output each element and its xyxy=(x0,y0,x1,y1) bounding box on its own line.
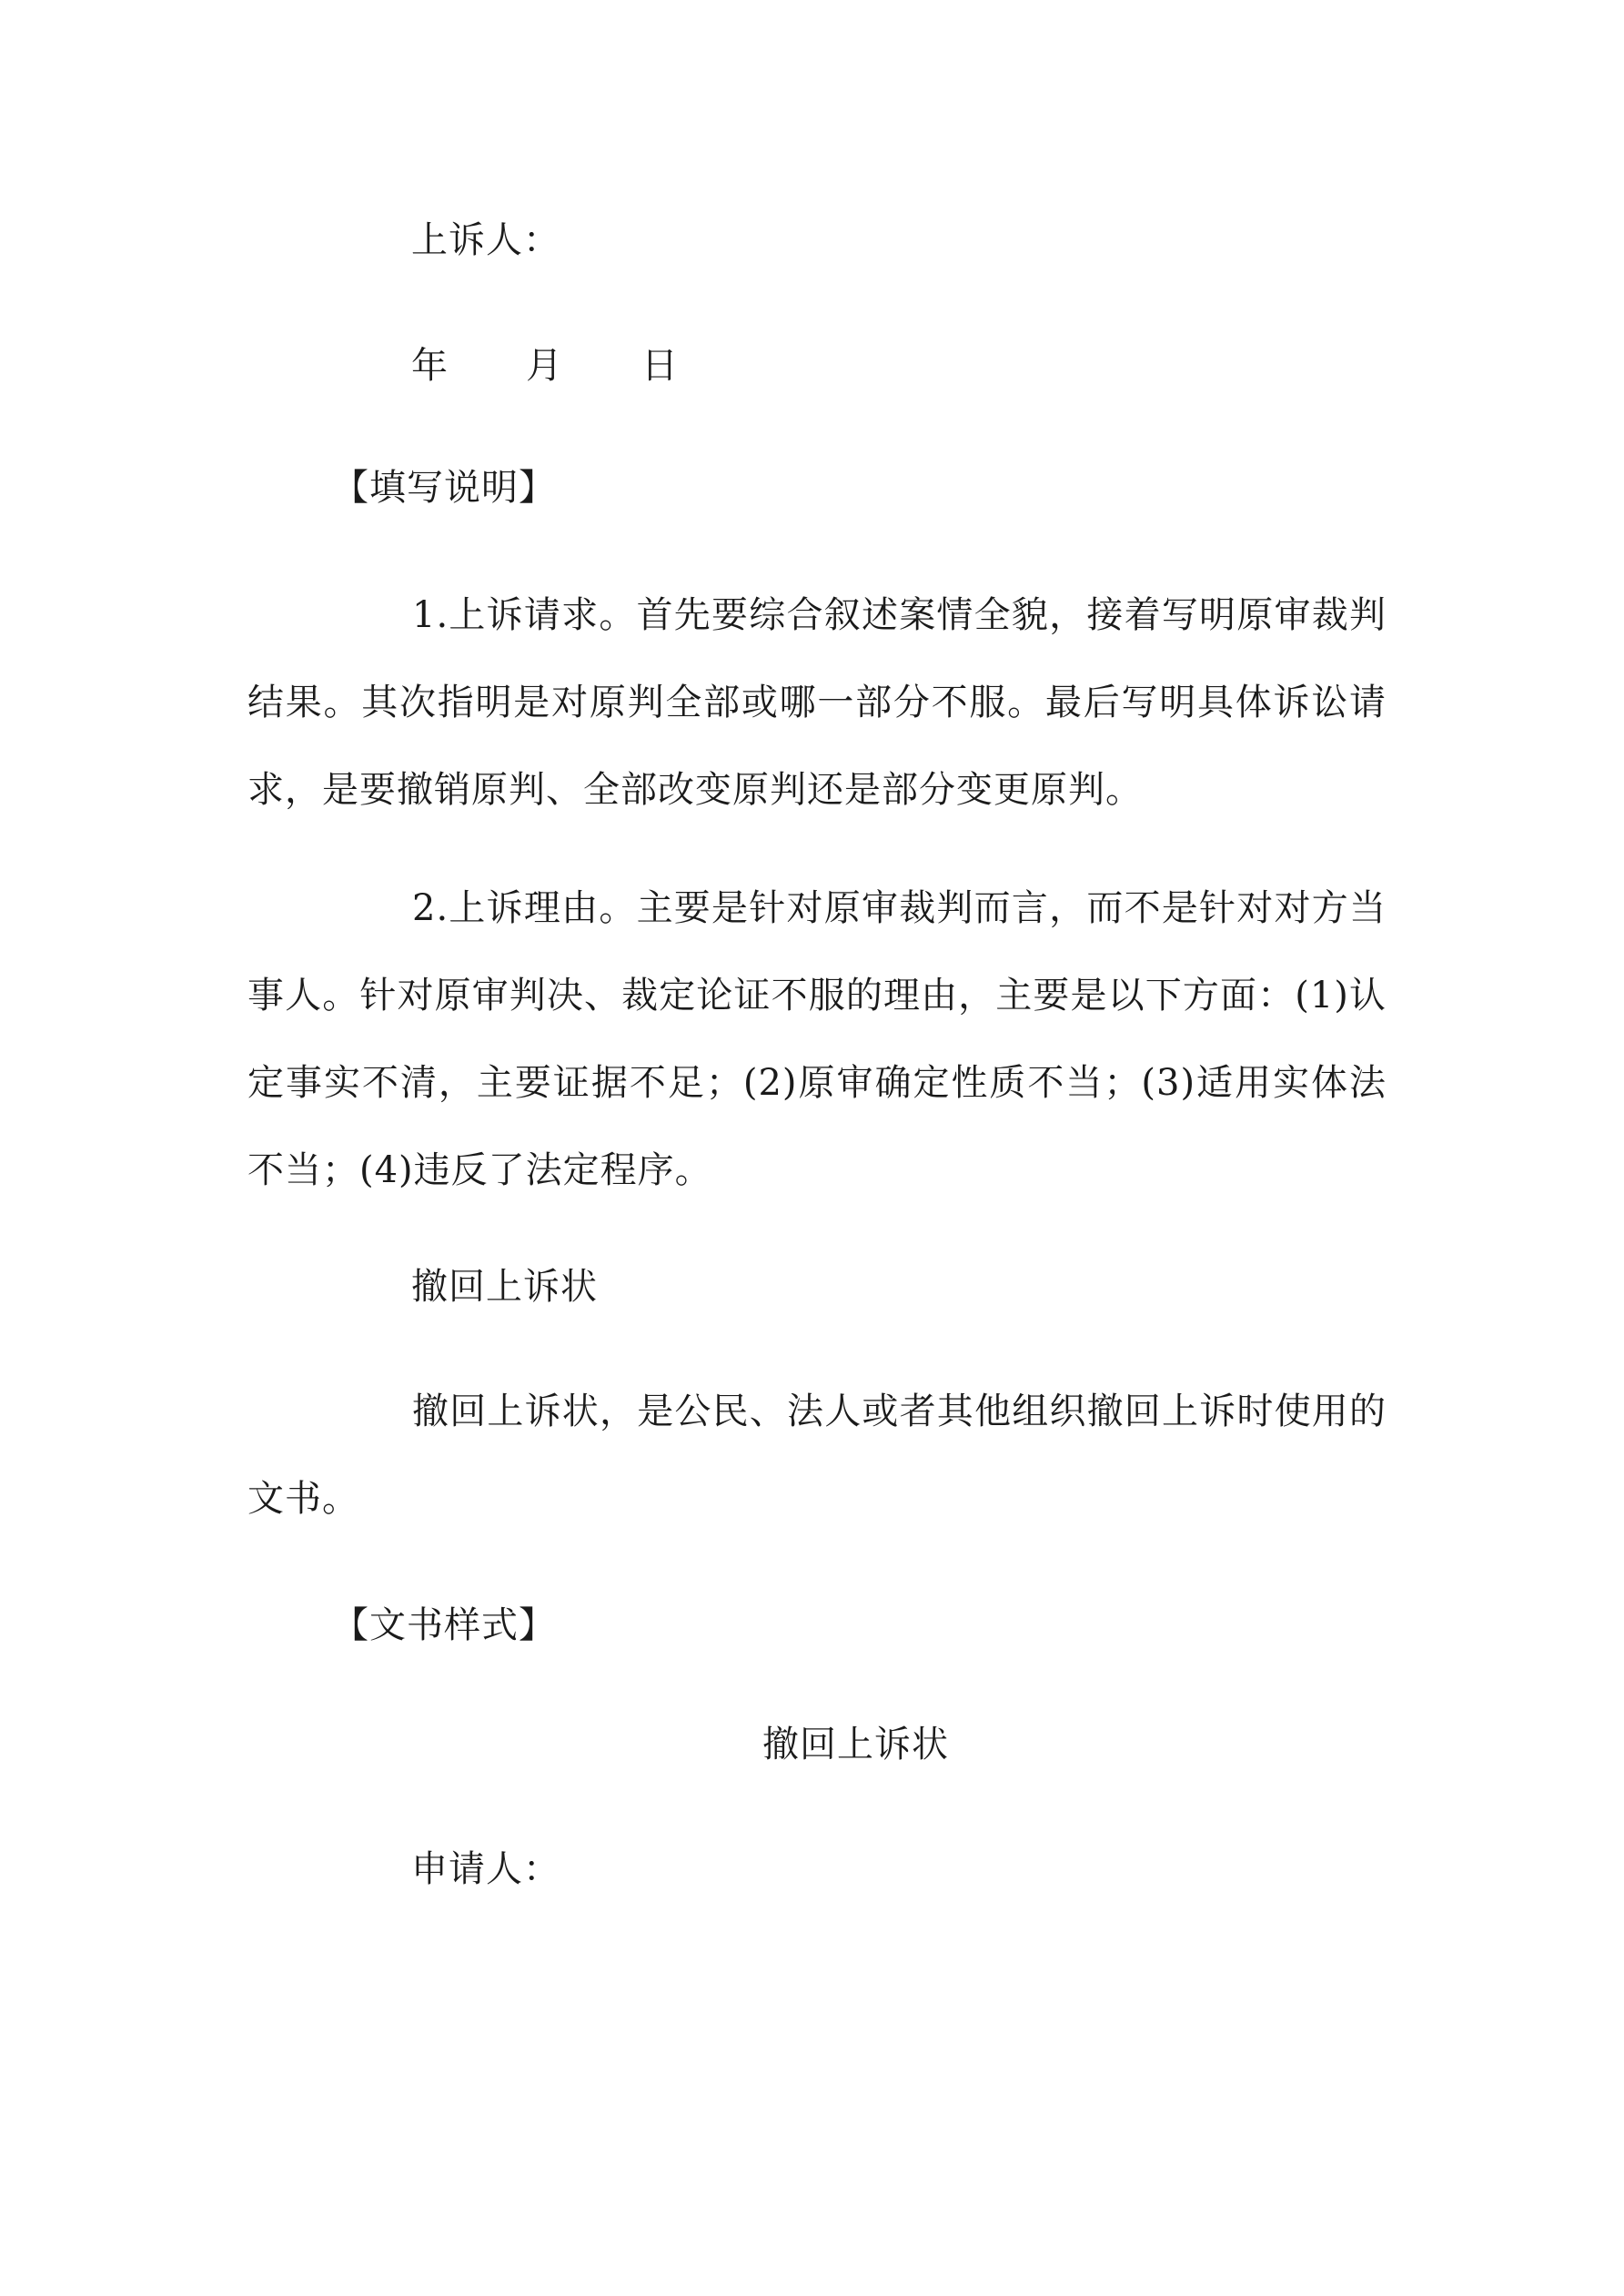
withdrawal-section-title: 撤回上诉状 xyxy=(411,1266,598,1308)
format-heading: 【文书样式】 xyxy=(332,1604,556,1646)
instruction-item-1: 1.上诉请求。首先要综合叙述案情全貌，接着写明原审裁判结果。其次指明是对原判全部或哪一部分不服。最后写明具体诉讼请求，是要撤销原判、全部改变原判还是部分变更原判。 xyxy=(247,594,1387,811)
applicant-label: 申请人： xyxy=(411,1848,560,1890)
document-title: 撤回上诉状 xyxy=(762,1724,949,1765)
date-year: 年 xyxy=(411,345,449,387)
instruction-item-2: 2.上诉理由。主要是针对原审裁判而言，而不是针对对方当事人。针对原审判决、裁定论证不服的理由，主要是以下方面：(1)认定事实不清，主要证据不足；(2)原审确定性质不当；(3)适用实体法不当；(4)违反了法定程序。 xyxy=(247,887,1387,1191)
withdrawal-description: 撤回上诉状，是公民、法人或者其他组织撤回上诉时使用的文书。 xyxy=(247,1391,1387,1520)
instructions-heading: 【填写说明】 xyxy=(332,467,556,509)
date-month: 月 xyxy=(526,345,563,387)
date-day: 日 xyxy=(641,345,679,387)
appellant-label: 上诉人： xyxy=(411,219,560,261)
